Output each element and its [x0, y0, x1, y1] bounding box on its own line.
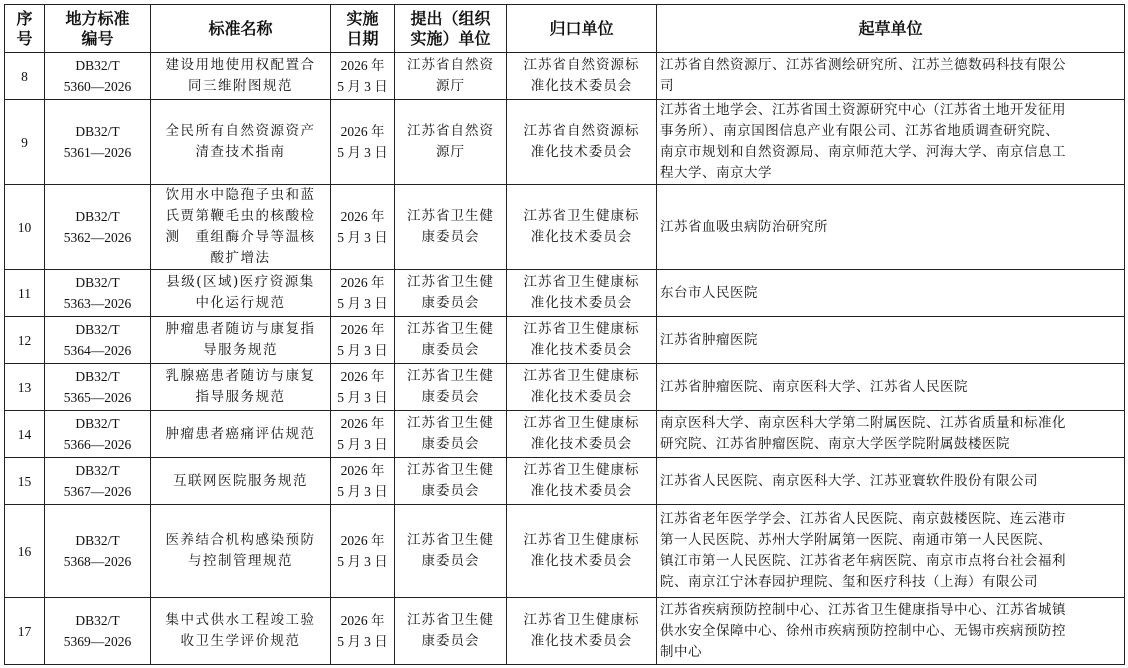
code-line: 5361—2026 [63, 145, 132, 160]
unit-line: 江苏省卫生健康标 [523, 274, 640, 290]
name-line: 肿瘤患者随访与康复指 [165, 321, 316, 337]
org-line: 江苏省卫生健 [407, 612, 494, 628]
unit-line: 准化技术委员会 [530, 295, 633, 311]
cell-date [331, 505, 395, 598]
name-line: 清查技术指南 [195, 144, 286, 160]
org-line: 康委员会 [421, 229, 480, 245]
name-line: 同三维附图规范 [188, 78, 293, 94]
cell-seq: 9 [5, 100, 45, 185]
org-line: 康委员会 [421, 633, 480, 649]
code-line: DB32/T [75, 209, 120, 224]
unit-line: 准化技术委员会 [530, 144, 633, 160]
drafter-line: 江苏省肿瘤医院、南京医科大学、江苏省人民医院 [660, 378, 968, 395]
cell-drafter [657, 505, 1125, 598]
cell-code [45, 53, 151, 100]
cell-drafter [657, 53, 1125, 100]
cell-org [395, 505, 507, 598]
cell-seq: 16 [5, 505, 45, 598]
name-line: 酸扩增法 [210, 250, 271, 266]
name-line: 乳腺癌患者随访与康复 [165, 368, 316, 384]
date-line: 5 月 3 日 [337, 343, 388, 358]
code-line: 5366—2026 [63, 437, 132, 452]
unit-line: 准化技术委员会 [530, 633, 633, 649]
table-row [5, 100, 1125, 185]
cell-name [151, 505, 331, 598]
unit-line: 江苏省卫生健康标 [523, 208, 640, 224]
header-row [5, 5, 1125, 53]
cell-drafter [657, 458, 1125, 505]
cell-org [395, 100, 507, 185]
date-line: 5 月 3 日 [337, 484, 388, 499]
name-line: 中化运行规范 [195, 295, 286, 311]
cell-drafter [657, 185, 1125, 270]
cell-code [45, 598, 151, 665]
drafter-line: 东台市人民医院 [660, 284, 758, 301]
code-line: DB32/T [75, 322, 120, 337]
cell-seq: 14 [5, 411, 45, 458]
cell-org [395, 364, 507, 411]
unit-line: 准化技术委员会 [530, 342, 633, 358]
code-line: 5368—2026 [63, 554, 132, 569]
cell-name [151, 598, 331, 665]
cell-org [395, 458, 507, 505]
drafter-line: 江苏省自然资源厅、江苏省测绘研究所、江苏兰德数码科技有限公 [660, 57, 1066, 73]
drafter-line: 供水安全保障中心、徐州市疾病预防控制中心、无锡市疾病预防控 [660, 622, 1066, 639]
header-drafter: 起草单位 [657, 5, 1125, 53]
name-line: 建设用地使用权配置合 [165, 57, 316, 73]
org-line: 江苏省自然资 [407, 123, 494, 139]
cell-seq: 11 [5, 270, 45, 317]
drafter-line: 江苏省人民医院、南京医科大学、江苏亚寰软件股份有限公司 [660, 472, 1038, 489]
cell-drafter [657, 270, 1125, 317]
code-line: DB32/T [75, 533, 120, 548]
date-line: 2026 年 [340, 124, 385, 139]
cell-unit [507, 458, 657, 505]
org-line: 江苏省卫生健 [407, 368, 494, 384]
date-line: 5 月 3 日 [337, 230, 388, 245]
cell-name [151, 100, 331, 185]
code-line: 5363—2026 [63, 296, 132, 311]
code-line: 5369—2026 [63, 634, 132, 649]
cell-seq: 12 [5, 317, 45, 364]
drafter-line: 南京医科大学、南京医科大学第二附属医院、江苏省质量和标准化 [660, 415, 1066, 431]
table-row [5, 270, 1125, 317]
org-line: 康委员会 [421, 553, 480, 569]
header-date: 实施 日期 [331, 5, 395, 53]
cell-date [331, 317, 395, 364]
cell-unit [507, 364, 657, 411]
unit-line: 江苏省自然资源标 [523, 57, 640, 73]
cell-seq: 15 [5, 458, 45, 505]
unit-line: 江苏省卫生健康标 [523, 532, 640, 548]
cell-date [331, 364, 395, 411]
name-line: 全民所有自然资源资产 [165, 123, 316, 139]
code-line: DB32/T [75, 416, 120, 431]
cell-drafter [657, 100, 1125, 185]
code-line: DB32/T [75, 124, 120, 139]
cell-drafter [657, 317, 1125, 364]
cell-code [45, 364, 151, 411]
date-line: 2026 年 [340, 416, 385, 431]
drafter-line: 事务所）、南京国图信息产业有限公司、江苏省地质调查研究院、 [660, 123, 1060, 139]
date-line: 5 月 3 日 [337, 145, 388, 160]
code-line: DB32/T [75, 613, 120, 628]
drafter-line: 江苏省土地学会、江苏省国土资源研究中心（江苏省土地开发征用 [660, 102, 1066, 118]
drafter-line: 程大学、南京大学 [660, 165, 772, 181]
cell-seq: 8 [5, 53, 45, 100]
date-line: 2026 年 [340, 533, 385, 548]
date-line: 5 月 3 日 [337, 634, 388, 649]
cell-code [45, 458, 151, 505]
cell-drafter [657, 411, 1125, 458]
cell-unit [507, 53, 657, 100]
code-line: DB32/T [75, 369, 120, 384]
org-line: 康委员会 [421, 342, 480, 358]
cell-name [151, 185, 331, 270]
date-line: 2026 年 [340, 322, 385, 337]
cell-org [395, 411, 507, 458]
drafter-line: 江苏省老年医学学会、江苏省人民医院、南京鼓楼医院、连云港市 [660, 511, 1066, 527]
date-line: 5 月 3 日 [337, 390, 388, 405]
code-line: DB32/T [75, 275, 120, 290]
drafter-line: 镇江市第一人民医院、江苏省老年病医院、南京市点将台社会福利 [660, 553, 1066, 569]
cell-unit [507, 317, 657, 364]
org-line: 江苏省自然资 [407, 57, 494, 73]
cell-unit [507, 100, 657, 185]
cell-unit [507, 185, 657, 270]
name-line: 饮用水中隐孢子虫和蓝 [165, 187, 316, 203]
unit-line: 准化技术委员会 [530, 553, 633, 569]
date-line: 5 月 3 日 [337, 437, 388, 452]
cell-org [395, 270, 507, 317]
header-code: 地方标准 编号 [45, 5, 151, 53]
name-line: 集中式供水工程竣工验 [165, 612, 316, 628]
unit-line: 准化技术委员会 [530, 229, 633, 245]
name-line: 氏贾第鞭毛虫的核酸检 [165, 208, 316, 224]
cell-seq: 17 [5, 598, 45, 665]
date-line: 5 月 3 日 [337, 296, 388, 311]
cell-org [395, 53, 507, 100]
org-line: 江苏省卫生健 [407, 274, 494, 290]
date-line: 2026 年 [340, 463, 385, 478]
drafter-line: 南京市规划和自然资源局、南京师范大学、河海大学、南京信息工 [660, 144, 1066, 160]
cell-date [331, 598, 395, 665]
cell-org [395, 185, 507, 270]
table-row [5, 458, 1125, 505]
cell-name [151, 53, 331, 100]
org-line: 康委员会 [421, 436, 480, 452]
unit-line: 江苏省卫生健康标 [523, 612, 640, 628]
cell-unit [507, 505, 657, 598]
unit-line: 江苏省自然资源标 [523, 123, 640, 139]
cell-date [331, 458, 395, 505]
drafter-line: 江苏省疾病预防控制中心、江苏省卫生健康指导中心、江苏省城镇 [660, 601, 1066, 618]
name-line: 测 重组酶介导等温核 [165, 229, 316, 245]
cell-drafter [657, 598, 1125, 665]
unit-line: 江苏省卫生健康标 [523, 368, 640, 384]
cell-code [45, 411, 151, 458]
code-line: DB32/T [75, 58, 120, 73]
name-line: 医养结合机构感染预防 [165, 532, 316, 548]
date-line: 2026 年 [340, 58, 385, 73]
table-row [5, 53, 1125, 100]
cell-name [151, 411, 331, 458]
org-line: 江苏省卫生健 [407, 462, 494, 478]
cell-code [45, 100, 151, 185]
cell-unit [507, 598, 657, 665]
name-line: 导服务规范 [203, 342, 278, 358]
name-line: 县级(区域)医疗资源集 [166, 274, 315, 290]
cell-unit [507, 270, 657, 317]
cell-date [331, 185, 395, 270]
code-line: 5365—2026 [63, 390, 132, 405]
drafter-line: 江苏省肿瘤医院 [660, 331, 758, 348]
drafter-line: 司 [660, 78, 674, 94]
drafter-line: 制中心 [660, 643, 702, 660]
cell-code [45, 270, 151, 317]
header-unit: 归口单位 [507, 5, 657, 53]
code-line: 5362—2026 [63, 230, 132, 245]
drafter-line: 研究院、江苏省肿瘤医院、南京大学医学院附属鼓楼医院 [660, 436, 1010, 452]
date-line: 2026 年 [340, 275, 385, 290]
cell-name [151, 458, 331, 505]
table-row [5, 185, 1125, 270]
name-line: 互联网医院服务规范 [173, 472, 308, 489]
cell-date [331, 270, 395, 317]
org-line: 康委员会 [421, 483, 480, 499]
header-name: 标准名称 [151, 5, 331, 53]
table-row [5, 364, 1125, 411]
org-line: 源厅 [436, 144, 465, 160]
header-seq: 序 号 [5, 5, 45, 53]
date-line: 5 月 3 日 [337, 79, 388, 94]
date-line: 2026 年 [340, 369, 385, 384]
org-line: 江苏省卫生健 [407, 415, 494, 431]
org-line: 江苏省卫生健 [407, 532, 494, 548]
name-line: 与控制管理规范 [188, 553, 293, 569]
drafter-line: 第一人民医院、苏州大学附属第一医院、南通市第一人民医院、 [660, 532, 1052, 548]
name-line: 收卫生学评价规范 [180, 633, 301, 649]
table-row [5, 598, 1125, 665]
cell-date [331, 53, 395, 100]
drafter-line: 江苏省血吸虫病防治研究所 [660, 218, 828, 235]
table-row [5, 505, 1125, 598]
name-line: 肿瘤患者癌痛评估规范 [165, 425, 316, 442]
cell-code [45, 505, 151, 598]
cell-seq: 10 [5, 185, 45, 270]
org-line: 江苏省卫生健 [407, 208, 494, 224]
code-line: DB32/T [75, 463, 120, 478]
unit-line: 江苏省卫生健康标 [523, 462, 640, 478]
cell-date [331, 100, 395, 185]
cell-org [395, 598, 507, 665]
cell-name [151, 364, 331, 411]
drafter-line: 院、南京江宁沐春园护理院、玺和医疗科技（上海）有限公司 [660, 574, 1038, 590]
unit-line: 江苏省卫生健康标 [523, 415, 640, 431]
unit-line: 准化技术委员会 [530, 483, 633, 499]
code-line: 5360—2026 [63, 79, 132, 94]
cell-org [395, 317, 507, 364]
date-line: 2026 年 [340, 613, 385, 628]
table-body [5, 53, 1125, 665]
unit-line: 准化技术委员会 [530, 389, 633, 405]
org-line: 源厅 [436, 78, 465, 94]
unit-line: 准化技术委员会 [530, 436, 633, 452]
name-line: 指导服务规范 [195, 389, 286, 405]
cell-code [45, 185, 151, 270]
org-line: 康委员会 [421, 295, 480, 311]
date-line: 5 月 3 日 [337, 554, 388, 569]
org-line: 江苏省卫生健 [407, 321, 494, 337]
standards-table [4, 4, 1125, 665]
code-line: 5367—2026 [63, 484, 132, 499]
cell-date [331, 411, 395, 458]
unit-line: 江苏省卫生健康标 [523, 321, 640, 337]
date-line: 2026 年 [340, 209, 385, 224]
unit-line: 准化技术委员会 [530, 78, 633, 94]
header-org: 提出（组织 实施）单位 [395, 5, 507, 53]
cell-name [151, 270, 331, 317]
code-line: 5364—2026 [63, 343, 132, 358]
cell-seq: 13 [5, 364, 45, 411]
org-line: 康委员会 [421, 389, 480, 405]
cell-unit [507, 411, 657, 458]
table-row [5, 411, 1125, 458]
table-row [5, 317, 1125, 364]
cell-drafter [657, 364, 1125, 411]
cell-code [45, 317, 151, 364]
cell-name [151, 317, 331, 364]
